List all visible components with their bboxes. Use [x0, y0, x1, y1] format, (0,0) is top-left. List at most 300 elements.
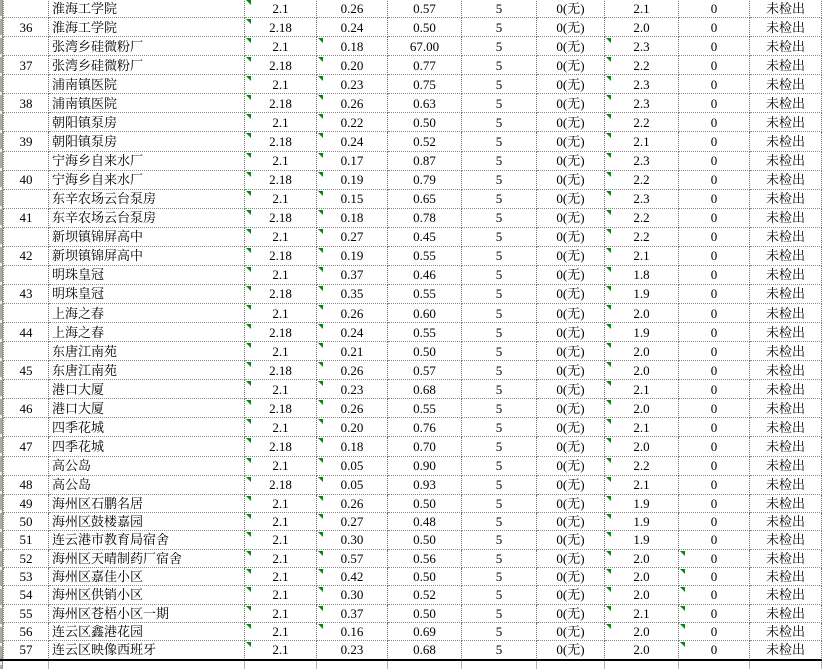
- row-number-cell[interactable]: [3, 513, 49, 531]
- zero-wu-cell[interactable]: [537, 380, 605, 399]
- row-number-cell[interactable]: [3, 342, 49, 361]
- zero-wu-cell[interactable]: [537, 56, 605, 75]
- value1-cell[interactable]: [245, 152, 317, 171]
- row-number-cell[interactable]: [3, 418, 49, 437]
- count-cell[interactable]: [462, 437, 537, 456]
- value4-cell[interactable]: [605, 37, 679, 56]
- value2-cell[interactable]: [317, 304, 388, 323]
- value2-cell[interactable]: [317, 285, 388, 304]
- value2-cell[interactable]: [317, 171, 388, 190]
- zero-wu-cell[interactable]: [537, 457, 605, 476]
- value3-cell[interactable]: [388, 380, 462, 399]
- value3-cell[interactable]: [388, 304, 462, 323]
- value2-cell[interactable]: [317, 94, 388, 113]
- row-number-cell[interactable]: [3, 132, 49, 151]
- count-cell[interactable]: [462, 190, 537, 209]
- result-cell[interactable]: [750, 266, 822, 285]
- count-cell[interactable]: [462, 113, 537, 132]
- row-number-cell[interactable]: [3, 586, 49, 604]
- zero-wu-cell[interactable]: [537, 171, 605, 190]
- count-cell[interactable]: [462, 641, 537, 659]
- zero-cell[interactable]: [679, 342, 750, 361]
- zero-cell[interactable]: [679, 113, 750, 132]
- value3-cell[interactable]: [388, 399, 462, 418]
- row-number-cell[interactable]: [3, 641, 49, 659]
- zero-cell[interactable]: [679, 37, 750, 56]
- result-cell[interactable]: [750, 437, 822, 456]
- value3-cell[interactable]: [388, 37, 462, 56]
- value3-cell[interactable]: [388, 342, 462, 361]
- site-name-cell[interactable]: [49, 266, 245, 285]
- value1-cell[interactable]: [245, 457, 317, 476]
- row-number-cell[interactable]: [3, 285, 49, 304]
- row-number-cell[interactable]: [3, 37, 49, 56]
- value1-cell[interactable]: [245, 37, 317, 56]
- count-cell[interactable]: [462, 304, 537, 323]
- count-cell[interactable]: [462, 531, 537, 549]
- zero-cell[interactable]: [679, 56, 750, 75]
- count-cell[interactable]: [462, 56, 537, 75]
- result-cell[interactable]: [750, 285, 822, 304]
- result-cell[interactable]: [750, 209, 822, 228]
- zero-wu-cell[interactable]: [537, 113, 605, 132]
- result-cell[interactable]: [750, 495, 822, 513]
- row-number-cell[interactable]: [3, 94, 49, 113]
- value3-cell[interactable]: [388, 457, 462, 476]
- zero-cell[interactable]: [679, 190, 750, 209]
- value2-cell[interactable]: [317, 605, 388, 623]
- zero-wu-cell[interactable]: [537, 531, 605, 549]
- value4-cell[interactable]: [605, 304, 679, 323]
- zero-wu-cell[interactable]: [537, 476, 605, 495]
- value3-cell[interactable]: [388, 132, 462, 151]
- site-name-cell[interactable]: [49, 247, 245, 266]
- value2-cell[interactable]: [317, 132, 388, 151]
- zero-cell[interactable]: [679, 266, 750, 285]
- value3-cell[interactable]: [388, 476, 462, 495]
- zero-wu-cell[interactable]: [537, 623, 605, 641]
- value4-cell[interactable]: [605, 266, 679, 285]
- count-cell[interactable]: [462, 37, 537, 56]
- zero-wu-cell[interactable]: [537, 209, 605, 228]
- site-name-cell[interactable]: [49, 37, 245, 56]
- zero-wu-cell[interactable]: [537, 323, 605, 342]
- zero-wu-cell[interactable]: [537, 152, 605, 171]
- result-cell[interactable]: [750, 113, 822, 132]
- count-cell[interactable]: [462, 399, 537, 418]
- value2-cell[interactable]: [317, 37, 388, 56]
- site-name-cell[interactable]: [49, 641, 245, 659]
- value1-cell[interactable]: [245, 266, 317, 285]
- zero-wu-cell[interactable]: [537, 568, 605, 586]
- value1-cell[interactable]: [245, 476, 317, 495]
- count-cell[interactable]: [462, 586, 537, 604]
- zero-wu-cell[interactable]: [537, 94, 605, 113]
- zero-cell[interactable]: [679, 418, 750, 437]
- value1-cell[interactable]: [245, 361, 317, 380]
- site-name-cell[interactable]: [49, 228, 245, 247]
- row-number-cell[interactable]: [3, 495, 49, 513]
- site-name-cell[interactable]: [49, 550, 245, 568]
- site-name-cell[interactable]: [49, 113, 245, 132]
- value3-cell[interactable]: [388, 266, 462, 285]
- value3-cell[interactable]: [388, 285, 462, 304]
- count-cell[interactable]: [462, 75, 537, 94]
- value2-cell[interactable]: [317, 418, 388, 437]
- zero-cell[interactable]: [679, 476, 750, 495]
- value3-cell[interactable]: [388, 228, 462, 247]
- zero-cell[interactable]: [679, 228, 750, 247]
- value1-cell[interactable]: [245, 304, 317, 323]
- value2-cell[interactable]: [317, 228, 388, 247]
- value1-cell[interactable]: [245, 586, 317, 604]
- site-name-cell[interactable]: [49, 209, 245, 228]
- value1-cell[interactable]: [245, 437, 317, 456]
- zero-cell[interactable]: [679, 399, 750, 418]
- value1-cell[interactable]: [245, 0, 317, 18]
- zero-wu-cell[interactable]: [537, 605, 605, 623]
- site-name-cell[interactable]: [49, 0, 245, 18]
- value4-cell[interactable]: [605, 399, 679, 418]
- count-cell[interactable]: [462, 152, 537, 171]
- zero-cell[interactable]: [679, 0, 750, 18]
- result-cell[interactable]: [750, 132, 822, 151]
- value1-cell[interactable]: [245, 113, 317, 132]
- count-cell[interactable]: [462, 550, 537, 568]
- value4-cell[interactable]: [605, 641, 679, 659]
- site-name-cell[interactable]: [49, 437, 245, 456]
- count-cell[interactable]: [462, 132, 537, 151]
- result-cell[interactable]: [750, 304, 822, 323]
- zero-wu-cell[interactable]: [537, 304, 605, 323]
- zero-cell[interactable]: [679, 152, 750, 171]
- value4-cell[interactable]: [605, 380, 679, 399]
- zero-wu-cell[interactable]: [537, 586, 605, 604]
- zero-cell[interactable]: [679, 641, 750, 659]
- site-name-cell[interactable]: [49, 171, 245, 190]
- value2-cell[interactable]: [317, 399, 388, 418]
- zero-cell[interactable]: [679, 531, 750, 549]
- value2-cell[interactable]: [317, 56, 388, 75]
- result-cell[interactable]: [750, 568, 822, 586]
- value2-cell[interactable]: [317, 361, 388, 380]
- row-number-cell[interactable]: [3, 323, 49, 342]
- zero-wu-cell[interactable]: [537, 399, 605, 418]
- count-cell[interactable]: [462, 568, 537, 586]
- value3-cell[interactable]: [388, 209, 462, 228]
- zero-wu-cell[interactable]: [537, 437, 605, 456]
- value4-cell[interactable]: [605, 457, 679, 476]
- site-name-cell[interactable]: [49, 152, 245, 171]
- zero-cell[interactable]: [679, 18, 750, 37]
- value3-cell[interactable]: [388, 550, 462, 568]
- site-name-cell[interactable]: [49, 75, 245, 94]
- row-number-cell[interactable]: [3, 605, 49, 623]
- value3-cell[interactable]: [388, 641, 462, 659]
- zero-wu-cell[interactable]: [537, 132, 605, 151]
- site-name-cell[interactable]: [49, 586, 245, 604]
- value3-cell[interactable]: [388, 361, 462, 380]
- row-number-cell[interactable]: [3, 228, 49, 247]
- count-cell[interactable]: [462, 247, 537, 266]
- value4-cell[interactable]: [605, 361, 679, 380]
- value4-cell[interactable]: [605, 605, 679, 623]
- result-cell[interactable]: [750, 323, 822, 342]
- zero-wu-cell[interactable]: [537, 266, 605, 285]
- result-cell[interactable]: [750, 531, 822, 549]
- site-name-cell[interactable]: [49, 304, 245, 323]
- value4-cell[interactable]: [605, 190, 679, 209]
- zero-cell[interactable]: [679, 285, 750, 304]
- value1-cell[interactable]: [245, 209, 317, 228]
- value2-cell[interactable]: [317, 0, 388, 18]
- result-cell[interactable]: [750, 152, 822, 171]
- value3-cell[interactable]: [388, 418, 462, 437]
- value2-cell[interactable]: [317, 380, 388, 399]
- row-number-cell[interactable]: [3, 113, 49, 132]
- zero-cell[interactable]: [679, 623, 750, 641]
- row-number-cell[interactable]: [3, 304, 49, 323]
- zero-cell[interactable]: [679, 605, 750, 623]
- zero-cell[interactable]: [679, 380, 750, 399]
- site-name-cell[interactable]: [49, 531, 245, 549]
- result-cell[interactable]: [750, 457, 822, 476]
- value1-cell[interactable]: [245, 399, 317, 418]
- zero-wu-cell[interactable]: [537, 37, 605, 56]
- zero-wu-cell[interactable]: [537, 75, 605, 94]
- result-cell[interactable]: [750, 380, 822, 399]
- result-cell[interactable]: [750, 342, 822, 361]
- result-cell[interactable]: [750, 247, 822, 266]
- zero-cell[interactable]: [679, 361, 750, 380]
- row-number-cell[interactable]: [3, 75, 49, 94]
- value1-cell[interactable]: [245, 132, 317, 151]
- count-cell[interactable]: [462, 418, 537, 437]
- value3-cell[interactable]: [388, 18, 462, 37]
- value4-cell[interactable]: [605, 132, 679, 151]
- value2-cell[interactable]: [317, 568, 388, 586]
- value4-cell[interactable]: [605, 171, 679, 190]
- site-name-cell[interactable]: [49, 495, 245, 513]
- site-name-cell[interactable]: [49, 568, 245, 586]
- value1-cell[interactable]: [245, 623, 317, 641]
- site-name-cell[interactable]: [49, 380, 245, 399]
- result-cell[interactable]: [750, 190, 822, 209]
- value2-cell[interactable]: [317, 323, 388, 342]
- value2-cell[interactable]: [317, 641, 388, 659]
- count-cell[interactable]: [462, 18, 537, 37]
- value1-cell[interactable]: [245, 568, 317, 586]
- value1-cell[interactable]: [245, 75, 317, 94]
- value4-cell[interactable]: [605, 285, 679, 304]
- row-number-cell[interactable]: [3, 0, 49, 18]
- zero-wu-cell[interactable]: [537, 495, 605, 513]
- row-number-cell[interactable]: [3, 399, 49, 418]
- result-cell[interactable]: [750, 361, 822, 380]
- zero-wu-cell[interactable]: [537, 18, 605, 37]
- zero-wu-cell[interactable]: [537, 361, 605, 380]
- result-cell[interactable]: [750, 171, 822, 190]
- row-number-cell[interactable]: [3, 56, 49, 75]
- row-number-cell[interactable]: [3, 190, 49, 209]
- site-name-cell[interactable]: [49, 399, 245, 418]
- value2-cell[interactable]: [317, 342, 388, 361]
- value2-cell[interactable]: [317, 623, 388, 641]
- value4-cell[interactable]: [605, 209, 679, 228]
- zero-cell[interactable]: [679, 132, 750, 151]
- value3-cell[interactable]: [388, 513, 462, 531]
- zero-wu-cell[interactable]: [537, 342, 605, 361]
- value2-cell[interactable]: [317, 247, 388, 266]
- value2-cell[interactable]: [317, 113, 388, 132]
- count-cell[interactable]: [462, 361, 537, 380]
- site-name-cell[interactable]: [49, 361, 245, 380]
- value4-cell[interactable]: [605, 550, 679, 568]
- zero-wu-cell[interactable]: [537, 228, 605, 247]
- count-cell[interactable]: [462, 513, 537, 531]
- value1-cell[interactable]: [245, 94, 317, 113]
- count-cell[interactable]: [462, 342, 537, 361]
- site-name-cell[interactable]: [49, 56, 245, 75]
- zero-wu-cell[interactable]: [537, 641, 605, 659]
- row-number-cell[interactable]: [3, 437, 49, 456]
- site-name-cell[interactable]: [49, 342, 245, 361]
- count-cell[interactable]: [462, 94, 537, 113]
- value4-cell[interactable]: [605, 18, 679, 37]
- site-name-cell[interactable]: [49, 132, 245, 151]
- value3-cell[interactable]: [388, 323, 462, 342]
- value4-cell[interactable]: [605, 113, 679, 132]
- value3-cell[interactable]: [388, 152, 462, 171]
- value4-cell[interactable]: [605, 228, 679, 247]
- value3-cell[interactable]: [388, 94, 462, 113]
- value4-cell[interactable]: [605, 513, 679, 531]
- value3-cell[interactable]: [388, 75, 462, 94]
- value3-cell[interactable]: [388, 190, 462, 209]
- result-cell[interactable]: [750, 641, 822, 659]
- row-number-cell[interactable]: [3, 380, 49, 399]
- value1-cell[interactable]: [245, 285, 317, 304]
- zero-cell[interactable]: [679, 457, 750, 476]
- result-cell[interactable]: [750, 586, 822, 604]
- value1-cell[interactable]: [245, 418, 317, 437]
- result-cell[interactable]: [750, 37, 822, 56]
- value2-cell[interactable]: [317, 495, 388, 513]
- value3-cell[interactable]: [388, 586, 462, 604]
- value3-cell[interactable]: [388, 437, 462, 456]
- value4-cell[interactable]: [605, 495, 679, 513]
- zero-cell[interactable]: [679, 323, 750, 342]
- value1-cell[interactable]: [245, 18, 317, 37]
- result-cell[interactable]: [750, 18, 822, 37]
- value2-cell[interactable]: [317, 18, 388, 37]
- value4-cell[interactable]: [605, 437, 679, 456]
- value4-cell[interactable]: [605, 0, 679, 18]
- value3-cell[interactable]: [388, 247, 462, 266]
- zero-wu-cell[interactable]: [537, 513, 605, 531]
- value1-cell[interactable]: [245, 190, 317, 209]
- site-name-cell[interactable]: [49, 323, 245, 342]
- value4-cell[interactable]: [605, 56, 679, 75]
- value2-cell[interactable]: [317, 476, 388, 495]
- site-name-cell[interactable]: [49, 418, 245, 437]
- count-cell[interactable]: [462, 209, 537, 228]
- value4-cell[interactable]: [605, 94, 679, 113]
- zero-wu-cell[interactable]: [537, 0, 605, 18]
- site-name-cell[interactable]: [49, 190, 245, 209]
- site-name-cell[interactable]: [49, 285, 245, 304]
- count-cell[interactable]: [462, 623, 537, 641]
- zero-wu-cell[interactable]: [537, 190, 605, 209]
- zero-wu-cell[interactable]: [537, 550, 605, 568]
- value1-cell[interactable]: [245, 228, 317, 247]
- row-number-cell[interactable]: [3, 457, 49, 476]
- value1-cell[interactable]: [245, 247, 317, 266]
- value4-cell[interactable]: [605, 476, 679, 495]
- value2-cell[interactable]: [317, 152, 388, 171]
- value2-cell[interactable]: [317, 437, 388, 456]
- row-number-cell[interactable]: [3, 209, 49, 228]
- zero-cell[interactable]: [679, 513, 750, 531]
- zero-wu-cell[interactable]: [537, 418, 605, 437]
- value3-cell[interactable]: [388, 171, 462, 190]
- value2-cell[interactable]: [317, 190, 388, 209]
- count-cell[interactable]: [462, 266, 537, 285]
- count-cell[interactable]: [462, 323, 537, 342]
- row-number-cell[interactable]: [3, 171, 49, 190]
- site-name-cell[interactable]: [49, 476, 245, 495]
- count-cell[interactable]: [462, 495, 537, 513]
- value4-cell[interactable]: [605, 323, 679, 342]
- zero-cell[interactable]: [679, 304, 750, 323]
- value1-cell[interactable]: [245, 56, 317, 75]
- result-cell[interactable]: [750, 623, 822, 641]
- value2-cell[interactable]: [317, 550, 388, 568]
- result-cell[interactable]: [750, 399, 822, 418]
- value4-cell[interactable]: [605, 247, 679, 266]
- value1-cell[interactable]: [245, 605, 317, 623]
- value1-cell[interactable]: [245, 380, 317, 399]
- row-number-cell[interactable]: [3, 361, 49, 380]
- value3-cell[interactable]: [388, 56, 462, 75]
- count-cell[interactable]: [462, 476, 537, 495]
- count-cell[interactable]: [462, 171, 537, 190]
- value4-cell[interactable]: [605, 152, 679, 171]
- count-cell[interactable]: [462, 0, 537, 18]
- zero-cell[interactable]: [679, 586, 750, 604]
- zero-wu-cell[interactable]: [537, 285, 605, 304]
- row-number-cell[interactable]: [3, 247, 49, 266]
- site-name-cell[interactable]: [49, 623, 245, 641]
- row-number-cell[interactable]: [3, 568, 49, 586]
- result-cell[interactable]: [750, 0, 822, 18]
- result-cell[interactable]: [750, 550, 822, 568]
- count-cell[interactable]: [462, 605, 537, 623]
- value1-cell[interactable]: [245, 513, 317, 531]
- row-number-cell[interactable]: [3, 623, 49, 641]
- value3-cell[interactable]: [388, 0, 462, 18]
- value3-cell[interactable]: [388, 605, 462, 623]
- site-name-cell[interactable]: [49, 513, 245, 531]
- zero-cell[interactable]: [679, 247, 750, 266]
- value1-cell[interactable]: [245, 495, 317, 513]
- zero-cell[interactable]: [679, 75, 750, 94]
- zero-cell[interactable]: [679, 495, 750, 513]
- value1-cell[interactable]: [245, 171, 317, 190]
- value4-cell[interactable]: [605, 586, 679, 604]
- value2-cell[interactable]: [317, 513, 388, 531]
- result-cell[interactable]: [750, 75, 822, 94]
